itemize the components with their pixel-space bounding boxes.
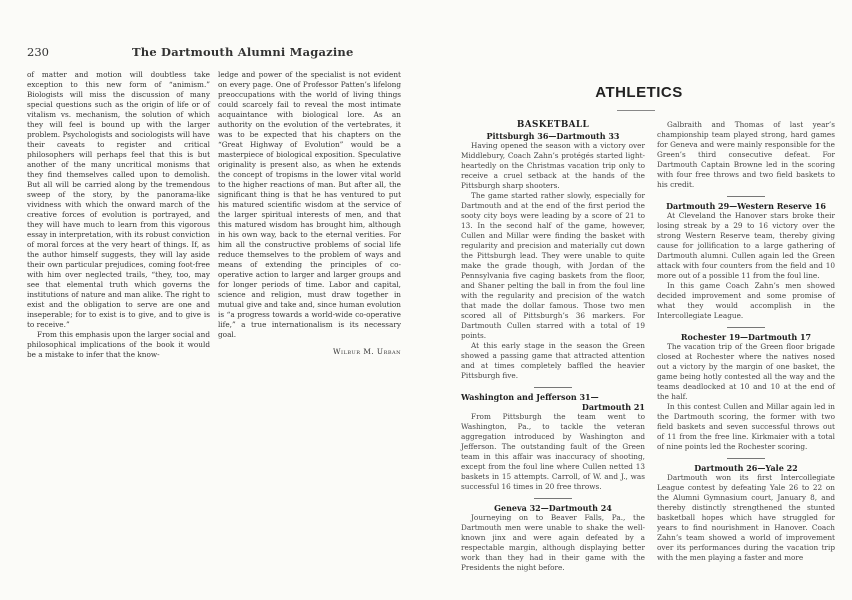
left-column-1 bbox=[27, 70, 210, 360]
paragraph: Journeying on to Beaver Falls, Pa., the Dartmouth men were unable to shake the well-known jinx and were again defeated by a respectable margin, although displaying better work than they had in their game with the Presidents the night before. bbox=[461, 513, 645, 572]
paragraph: The game started rather slowly, especially for Dartmouth and at the end of the first period the sooty city boys were leading by a score of 21 to 13. In the second half of the game, however, Cullen and Millar were finding the basket with regularity and precision and materially cut down the Pittsburgh lead. They were unable to quite make the grade though, with Jordan of the Pennsylvania five caging baskets from the floor, and Shaner pelting the ball in from the foul line with the regularity and precision of the watch that made the dollar famous. Those two men scored all of Pittsburgh’s 36 markers. For Dartmouth Cullen starred with a total of 19 points. bbox=[461, 191, 645, 340]
game-heading: Rochester 19—Dartmouth 17 bbox=[680, 332, 812, 342]
section-title: ATHLETICS bbox=[595, 84, 683, 101]
author-signature: Wilbur M. Urban bbox=[333, 347, 401, 356]
right-column-2 bbox=[657, 120, 835, 563]
game-heading: Pittsburgh 36—Dartmouth 33 bbox=[486, 131, 620, 141]
paragraph: Having opened the season with a victory over Middlebury, Coach Zahn’s protégés started light-heartedly on the Christmas vacation trip only to receive a cruel setback at the hands of the Pittsburgh sharp shooters. bbox=[461, 141, 645, 190]
game-heading-continued: Dartmouth 21 bbox=[581, 402, 645, 412]
magazine-title: The Dartmouth Alumni Magazine bbox=[132, 45, 354, 59]
paragraph: of matter and motion will doubtless take exception to this new form of “animism.” Biologists will miss the discussion of many special questions such as the origin of life or of vitalism vs. mechanism, the solution of which they will feel is bound up with the larger problem. Psychologists and sociologists will have their caveats to register and critical philosophers will perhaps feel that this is but another of the many uncritical monisms that they find themselves called upon to demolish. But all will be carried along by the tremendous sweep of the story, by the panorama-like vividness with which the onward march of the creative forces of evolution is portrayed, and they will have much to learn from this vigorous essay in interpretation, with its robust conviction of moral forces at the very heart of things. If, as the author himself suggests, they will lay aside their own particular prejudices, coming foot-free with him over neglected trails, “they, too, may see that elemental truth which governs the institutions of nature and man alike. The right to exist and the obligation to serve are one and inseperable; for to exist is to give, and to give is to receive.” bbox=[27, 70, 210, 329]
game-heading: Dartmouth 26—Yale 22 bbox=[694, 463, 798, 473]
paragraph: From Pittsburgh the team went to Washington, Pa., to tackle the veteran aggregation introduced by Washington and Jefferson. The outstanding fault of the Green team in this affair was inaccuracy of shooting, except from the foul line where Cullen netted 13 baskets in 15 attempts. Carroll, of W. and J., was successful 16 times in 20 free throws. bbox=[461, 412, 645, 491]
right-column-1 bbox=[461, 120, 645, 573]
game-heading: Washington and Jefferson 31— bbox=[461, 392, 599, 402]
paragraph: From this emphasis upon the larger social and philosophical implications of the book it would be a mistake to infer that the know- bbox=[27, 330, 210, 359]
paragraph: Galbraith and Thomas of last year’s championship team played strong, hard games for Geneva and were mainly responsible for the Green’s third consecutive defeat. For Dartmouth Captain Browne led in the scoring with four free throws and two field baskets to his credit. bbox=[657, 120, 835, 189]
paragraph: Dartmouth won its first Intercollegiate League contest by defeating Yale 26 to 22 on the Alumni Gymnasium court, January 8, and thereby distinctly strengthened the stunted basketball hopes which have struggled for years to find nourishment in Hanover. Coach Zahn’s team showed a world of improvement over its performances during the vacation trip with the men playing a faster and more bbox=[657, 473, 835, 562]
paragraph: ledge and power of the specialist is not evident on every page. One of Professor Patten’s lifelong preoccupations with the world of living things could scarcely fail to reveal the most intimate acquaintance with biological lore. As an authority on the evolution of the vertebrates, it was to be expected that his chapters on the “Great Highway of Evolution” would be a masterpiece of biological exposition. Speculative originality is present also, as when he extends the concept of tropisms in the lower vital world to the higher reactions of man. But after all, the significant thing is that he has ventured to put his matured scientific wisdom at the service of the larger spiritual interests of men, and that this matured wisdom has brought him, although in his own way, back to the eternal verities. For him all the constructive problems of social life reduce themselves to the problem of ways and means of extending the principles of co-operative action to larger and larger groups and for longer periods of time. Labor and capital, science and religion, must draw together in mutual give and take and, since human evolution is “a progress towards a world-wide co-operative life,” a true internationalism is its necessary goal. bbox=[218, 70, 401, 339]
sport-heading: BASKETBALL bbox=[516, 120, 590, 130]
paragraph: In this game Coach Zahn’s men showed decided improvement and some promise of what they would accomplish in the Intercollegiate League. bbox=[657, 281, 835, 320]
game-heading: Dartmouth 29—Western Reserve 16 bbox=[666, 201, 826, 211]
divider bbox=[727, 458, 765, 459]
game-heading: Geneva 32—Dartmouth 24 bbox=[494, 503, 612, 513]
divider bbox=[727, 196, 765, 197]
paragraph: At this early stage in the season the Green showed a passing game that attracted attention and at times completely baffled the heavier Pittsburgh five. bbox=[461, 341, 645, 380]
section-divider bbox=[617, 110, 655, 111]
paragraph: At Cleveland the Hanover stars broke their losing streak by a 29 to 16 victory over the strong Western Reserve team, thereby giving cause for jollification to a large gathering of Dartmouth alumni. Cullen again led the Green attack with four counters from the field and 10 more out of a possible 11 from the foul line. bbox=[657, 211, 835, 280]
paragraph: In this contest Cullen and Millar again led in the Dartmouth scoring, the former with two field baskets and seven successful throws out of 11 from the free line. Kirkmaier with a total of nine points led the Rochester scoring. bbox=[657, 402, 835, 451]
paragraph: The vacation trip of the Green floor brigade closed at Rochester where the natives nosed out a victory by the margin of one basket, the game being hotly contested all the way and the teams deadlocked at 10 and 10 at the end of the half. bbox=[657, 342, 835, 401]
divider bbox=[534, 498, 572, 499]
divider bbox=[534, 387, 572, 388]
divider bbox=[727, 327, 765, 328]
page-number: 230 bbox=[27, 45, 49, 59]
left-column-2 bbox=[218, 70, 401, 357]
